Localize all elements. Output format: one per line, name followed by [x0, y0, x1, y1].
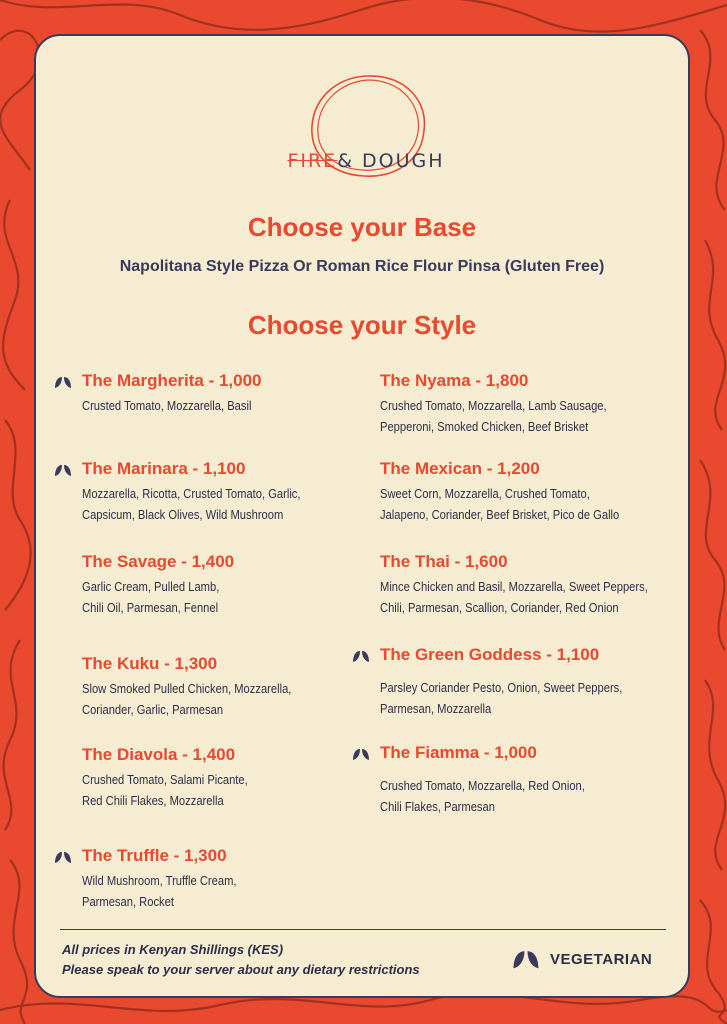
footer-divider	[60, 929, 666, 930]
brand-wordmark	[266, 150, 466, 172]
brand-logo	[266, 72, 466, 182]
menu-item-fiamma	[380, 743, 700, 817]
description-line: Pepperoni, Smoked Chicken, Beef Brisket	[380, 419, 589, 434]
menu-item-title: The Truffle - 1,300	[82, 846, 227, 865]
menu-item-kuku	[82, 654, 402, 720]
leaf-icon	[512, 948, 540, 970]
description-line: Garlic Cream, Pulled Lamb,	[82, 579, 220, 594]
menu-item-nyama	[380, 371, 700, 437]
footer-note	[62, 940, 420, 980]
menu-item-margherita	[82, 371, 402, 416]
price-note: All prices in Kenyan Shillings (KES)	[62, 942, 284, 957]
brand-dough: & DOUGH	[337, 150, 445, 172]
description-line: Parsley Coriander Pesto, Onion, Sweet Peppers,	[380, 680, 623, 695]
menu-item-truffle	[82, 846, 402, 912]
menu-item-marinara	[82, 459, 402, 525]
base-subtitle: Napolitana Style Pizza Or Roman Rice Flour Pinsa (Gluten Free)	[119, 258, 605, 275]
vegetarian-legend	[512, 948, 652, 970]
menu-item-title: The Margherita - 1,000	[82, 371, 262, 390]
menu-item-description	[380, 483, 690, 525]
menu-item-description	[380, 395, 690, 437]
description-line: Mozzarella, Ricotta, Crusted Tomato, Garlic,	[82, 486, 301, 501]
description-line: Crushed Tomato, Salami Picante,	[82, 772, 248, 787]
menu-item-description	[82, 769, 392, 811]
menu-item-description	[82, 870, 392, 912]
description-line: Jalapeno, Coriander, Beef Brisket, Pico de Gallo	[380, 507, 620, 522]
description-line: Crushed Tomato, Mozzarella, Lamb Sausage,	[380, 398, 607, 413]
description-line: Parmesan, Rocket	[82, 894, 174, 909]
description-line: Chili, Parmesan, Scallion, Coriander, Red Onion	[380, 600, 619, 615]
style-heading: Choose your Style	[247, 310, 477, 340]
description-line: Parmesan, Mozzarella	[380, 701, 492, 716]
menu-item-title: The Mexican - 1,200	[380, 459, 540, 478]
menu-item-title: The Kuku - 1,300	[82, 654, 218, 673]
description-line: Slow Smoked Pulled Chicken, Mozzarella,	[82, 681, 292, 696]
description-line: Crushed Tomato, Mozzarella, Red Onion,	[380, 778, 585, 793]
menu-item-description	[380, 775, 690, 817]
menu-item-green-goddess	[380, 645, 700, 719]
menu-item-title: The Nyama - 1,800	[380, 371, 529, 390]
menu-item-description	[380, 677, 690, 719]
menu-item-thai	[380, 552, 700, 618]
dietary-note: Please speak to your server about any dietary restrictions	[62, 962, 420, 977]
description-line: Chili Flakes, Parmesan	[380, 799, 495, 814]
menu-card	[34, 34, 690, 998]
description-line: Red Chili Flakes, Mozzarella	[82, 793, 224, 808]
vegetarian-leaf-icon	[54, 463, 72, 477]
brand-fire: FIRE	[287, 150, 338, 172]
menu-item-description	[82, 678, 392, 720]
vegetarian-leaf-icon	[352, 747, 370, 761]
description-line: Mince Chicken and Basil, Mozzarella, Sweet Peppers,	[380, 579, 648, 594]
description-line: Chili Oil, Parmesan, Fennel	[82, 600, 219, 615]
menu-item-description	[82, 483, 392, 525]
menu-item-title: The Green Goddess - 1,100	[380, 645, 600, 664]
description-line: Capsicum, Black Olives, Wild Mushroom	[82, 507, 284, 522]
vegetarian-leaf-icon	[352, 649, 370, 663]
menu-item-title: The Fiamma - 1,000	[380, 743, 537, 762]
description-line: Sweet Corn, Mozzarella, Crushed Tomato,	[380, 486, 590, 501]
vegetarian-leaf-icon	[54, 850, 72, 864]
base-heading: Choose your Base	[247, 212, 477, 242]
menu-item-mexican	[380, 459, 700, 525]
menu-item-description	[82, 576, 392, 618]
description-line: Crusted Tomato, Mozzarella, Basil	[82, 398, 252, 413]
menu-item-title: The Diavola - 1,400	[82, 745, 236, 764]
menu-item-title: The Thai - 1,600	[380, 552, 508, 571]
description-line: Wild Mushroom, Truffle Cream,	[82, 873, 237, 888]
menu-item-savage	[82, 552, 402, 618]
menu-item-description	[380, 576, 690, 618]
menu-item-title: The Marinara - 1,100	[82, 459, 246, 478]
vegetarian-leaf-icon	[54, 375, 72, 389]
menu-item-description	[82, 395, 392, 416]
vegetarian-label: VEGETARIAN	[550, 950, 653, 968]
menu-item-title: The Savage - 1,400	[82, 552, 235, 571]
description-line: Coriander, Garlic, Parmesan	[82, 702, 224, 717]
